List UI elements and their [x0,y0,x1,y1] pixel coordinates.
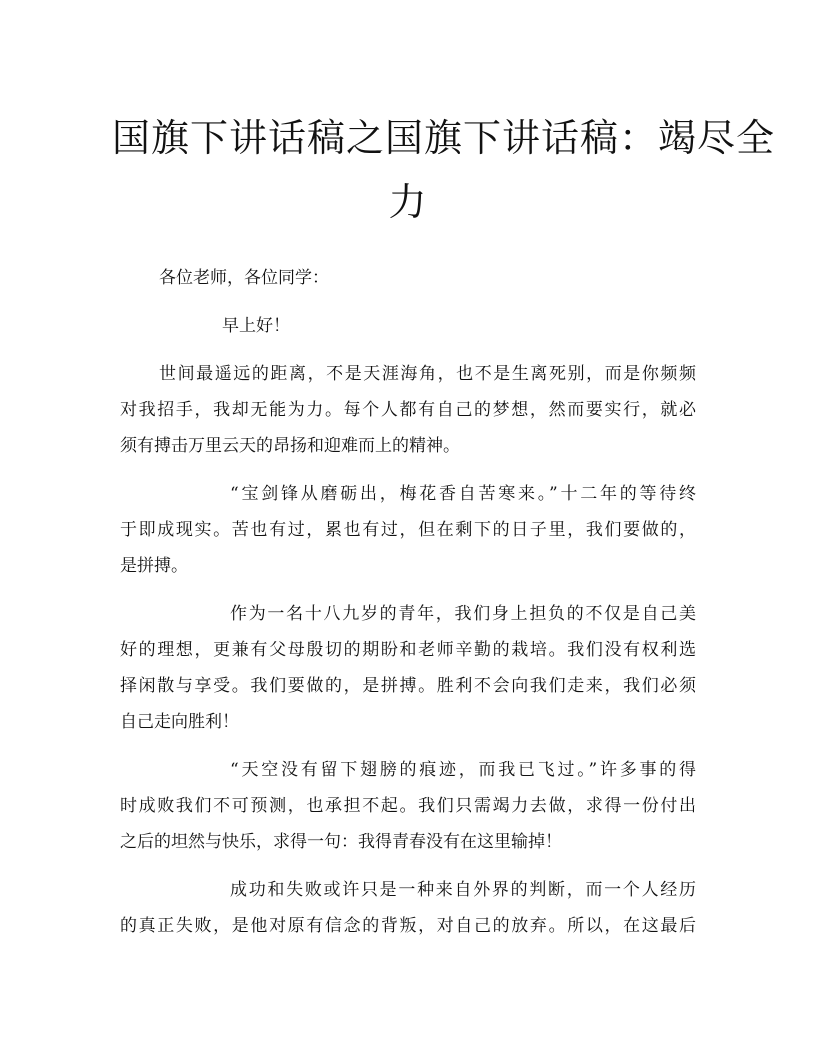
text-line: 作为一名十八九岁的青年，我们身上担负的不仅是自己美 [230,604,696,624]
text-line: 世间最遥远的距离，不是天涯海角，也不是生离死别，而是你频频 [159,364,696,384]
text-line: “宝剑锋从磨砺出，梅花香自苦寒来。”十二年的等待终 [230,484,696,504]
text-line: 的真正失败，是他对原有信念的背叛，对自己的放弃。所以，在这最后 [120,916,696,936]
text-line: 对我招手，我却无能为力。每个人都有自己的梦想，然而要实行，就必 [120,400,696,420]
body-paragraph [120,596,696,740]
greeting-paragraph [120,308,696,344]
document-title [112,106,776,234]
text-line: 早上好！ [222,316,290,336]
text-line: 好的理想，更兼有父母殷切的期盼和老师辛勤的栽培。我们没有权利选 [120,640,696,660]
body-paragraph [120,476,696,584]
text-line: 成功和失败或许只是一种来自外界的判断，而一个人经历 [230,880,696,900]
title-line: 国旗下讲话稿之国旗下讲话稿：竭尽全 [112,116,776,160]
text-line: “天空没有留下翅膀的痕迹，而我已飞过。”许多事的得 [230,760,696,780]
body-paragraph [120,356,696,464]
title-line: 力 [388,180,428,224]
text-line: 是拼搏。 [120,556,188,576]
text-line: 须有搏击万里云天的昂扬和迎难而上的精神。 [120,436,460,456]
body-paragraph [120,872,696,944]
document-body [120,260,696,956]
text-line: 时成败我们不可预测，也承担不起。我们只需竭力去做，求得一份付出 [120,796,696,816]
text-line: 自己走向胜利！ [120,712,239,732]
text-line: 各位老师，各位同学： [159,268,329,288]
text-line: 之后的坦然与快乐，求得一句：我得青春没有在这里输掉！ [120,832,562,852]
text-line: 于即成现实。苦也有过，累也有过，但在剩下的日子里，我们要做的， [120,520,696,540]
body-paragraph [120,752,696,860]
text-line: 择闲散与享受。我们要做的，是拼搏。胜利不会向我们走来，我们必须 [120,676,696,696]
salutation-paragraph [120,260,696,296]
